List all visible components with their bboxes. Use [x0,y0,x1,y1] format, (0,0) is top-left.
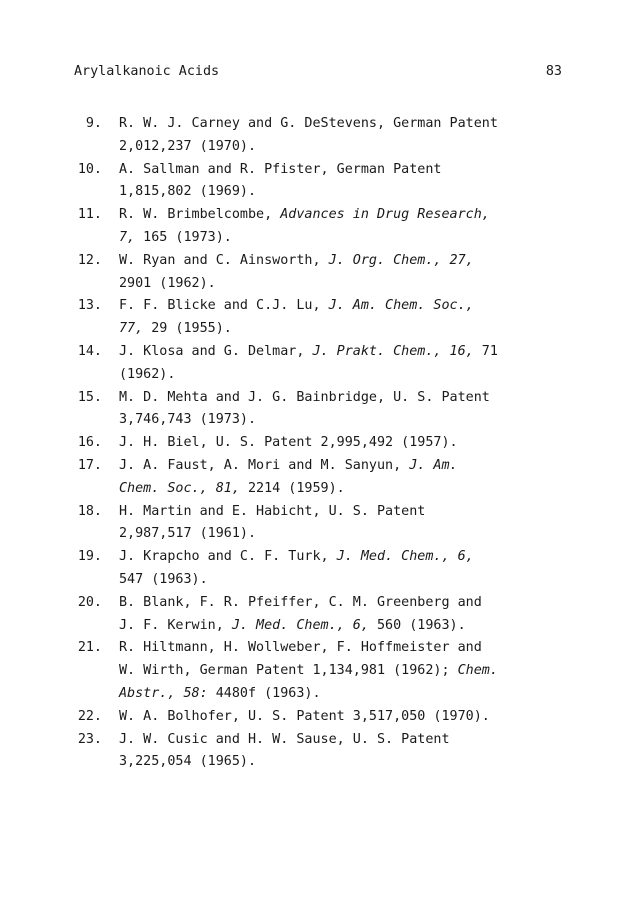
reference-text: 2901 (1962). [119,275,216,291]
reference-line [119,432,458,455]
reference-line [119,136,256,159]
reference-line [119,204,490,227]
reference-text: 71 [473,343,498,359]
reference-item [0,729,638,775]
reference-text: H. Martin and E. Habicht, U. S. Patent [119,503,426,519]
reference-number: 17. [77,457,102,473]
reference-line [119,250,474,273]
reference-text: F. F. Blicke and C.J. Lu, [119,298,329,314]
reference-line [119,478,345,501]
reference-line [119,706,490,729]
reference-item [0,387,638,433]
reference-number: 11. [77,207,102,223]
reference-text: 3,746,743 (1973). [119,412,257,428]
reference-number: 22. [77,708,102,724]
reference-number: 15. [77,389,102,405]
reference-text: M. D. Mehta and J. G. Bainbridge, U. S. Patent [119,389,490,405]
reference-text: B. Blank, F. R. Pfeiffer, C. M. Greenberg and [119,594,482,610]
reference-number: 19. [77,549,102,565]
reference-line [119,387,490,410]
running-title: Arylalkanoic Acids [74,64,220,79]
reference-text: 3,225,054 (1965). [119,754,257,770]
reference-italic-text: J. Prakt. Chem., 16, [312,343,474,359]
reference-line [119,295,474,318]
reference-item [0,592,638,638]
reference-number: 14. [77,343,102,359]
reference-item [0,546,638,592]
reference-line [119,615,466,638]
reference-line [119,729,450,752]
reference-item [0,432,638,455]
reference-italic-text: J. Org. Chem., 27, [328,252,474,268]
reference-text: W. Wirth, German Patent 1,134,981 (1962); [119,663,458,679]
reference-text: J. Krapcho and C. F. Turk, [119,549,337,565]
reference-text: 29 (1955). [143,321,232,337]
reference-text: J. F. Kerwin, [119,617,232,633]
reference-line [119,227,232,250]
reference-line [119,364,175,387]
reference-list [0,113,638,774]
reference-text: 2,987,517 (1961). [119,526,257,542]
reference-item [0,637,638,705]
reference-text: 2,012,237 (1970). [119,138,257,154]
reference-number: 23. [77,731,102,747]
reference-number: 10. [77,161,102,177]
reference-italic-text: 77, [119,321,144,337]
reference-line [119,660,498,683]
reference-text: J. Klosa and G. Delmar, [119,343,313,359]
reference-italic-text: J. Med. Chem., 6, [231,617,369,633]
reference-item [0,204,638,250]
reference-item [0,159,638,205]
reference-text: J. W. Cusic and H. W. Sause, U. S. Patent [119,731,450,747]
reference-number: 20. [77,594,102,610]
reference-line [119,113,498,136]
reference-text: 560 (1963). [368,617,466,633]
reference-number: 9. [85,116,102,131]
reference-italic-text: Abstr., 58: [119,685,208,701]
reference-line [119,409,256,432]
reference-item [0,455,638,501]
reference-text: 2214 (1959). [239,480,345,496]
reference-line [119,751,256,774]
page-header [74,62,562,82]
reference-text: J. A. Faust, A. Mori and M. Sanyun, [119,457,410,473]
reference-line [119,181,256,204]
reference-line [119,455,458,478]
page-number: 83 [545,64,562,79]
reference-text: A. Sallman and R. Pfister, German Patent [119,161,442,177]
reference-item [0,113,638,159]
reference-line [119,501,425,524]
reference-line [119,592,482,615]
reference-number: 18. [77,503,102,519]
reference-italic-text: Chem. [457,663,498,679]
reference-item [0,706,638,729]
reference-text: W. Ryan and C. Ainsworth, [119,252,329,268]
reference-italic-text: J. Med. Chem., 6, [336,549,474,565]
reference-line [119,159,441,182]
reference-item [0,341,638,387]
reference-number: 13. [77,298,102,314]
reference-italic-text: J. Am. Chem. Soc., [328,298,474,314]
reference-line [119,546,474,569]
reference-italic-text: Chem. Soc., 81, [119,480,240,496]
reference-line [119,273,216,296]
reference-text: 547 (1963). [119,571,208,587]
reference-line [119,569,208,592]
reference-text: (1962). [119,366,176,382]
reference-italic-text: Advances in Drug Research, [280,207,490,223]
reference-line [119,341,498,364]
reference-line [119,683,321,706]
reference-text: R. W. J. Carney and G. DeStevens, German Patent [119,116,498,131]
reference-line [119,523,256,546]
reference-line [119,637,482,660]
reference-line [119,318,232,341]
reference-number: 21. [77,640,102,656]
reference-italic-text: J. Am. [409,457,458,473]
reference-text: R. Hiltmann, H. Wollweber, F. Hoffmeister and [119,640,482,656]
reference-italic-text: 7, [119,229,136,245]
reference-item [0,295,638,341]
reference-text: 4480f (1963). [207,685,321,701]
reference-number: 12. [77,252,102,268]
reference-text: 1,815,802 (1969). [119,184,257,200]
reference-number: 16. [77,435,102,451]
reference-text: 165 (1973). [135,229,232,245]
reference-text: W. A. Bolhofer, U. S. Patent 3,517,050 (1970). [119,708,490,724]
reference-item [0,501,638,547]
reference-text: R. W. Brimbelcombe, [119,207,281,223]
reference-item [0,250,638,296]
reference-text: J. H. Biel, U. S. Patent 2,995,492 (1957). [119,435,458,451]
